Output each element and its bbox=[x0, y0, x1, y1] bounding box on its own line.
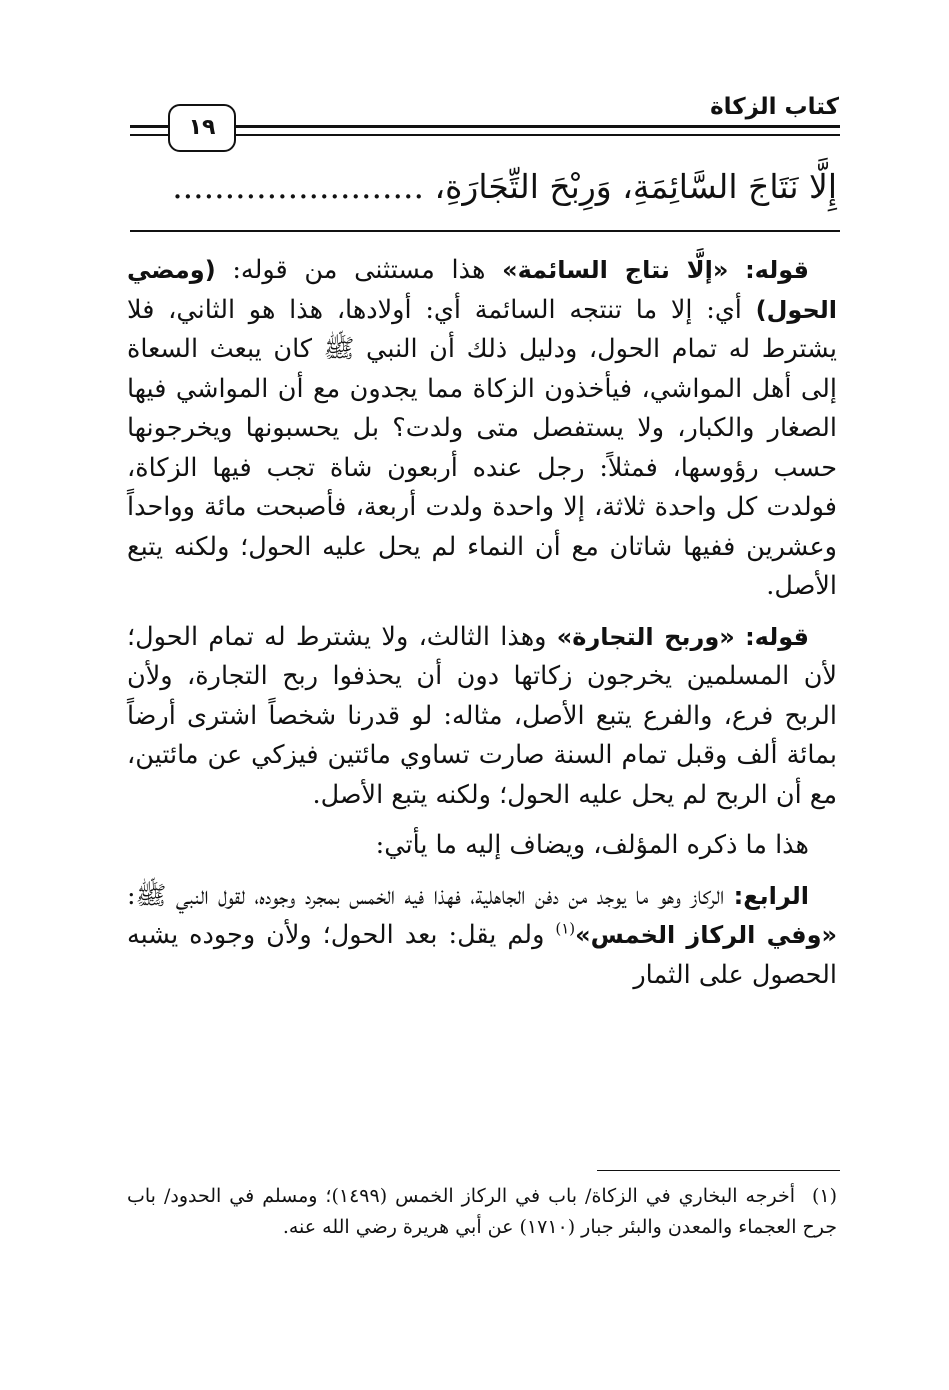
paragraph-1-quote: «إلَّا نتاج السائمة» bbox=[502, 256, 729, 284]
paragraph-1-lead: قوله: bbox=[745, 256, 809, 284]
paragraph-2-quote: «وربح التجارة» bbox=[556, 622, 735, 651]
matn-dots: ........................ bbox=[172, 167, 424, 206]
paragraph-4-lead: الرابع: bbox=[733, 881, 809, 910]
matn-text-line bbox=[127, 160, 837, 214]
paragraph-4-text-2: ولم يقل: بعد الحول؛ ولأن وجوده يشبه الحصول على الثمار bbox=[127, 920, 837, 990]
paragraph-1-bold-2: (ومضي الحول) bbox=[127, 256, 837, 324]
paragraph-4-text-1: الركاز وهو ما يوجد من دفن الجاهلية، فهذا فيه الخمس بمجرد وجوده، لقول النبي ﷺ: bbox=[127, 880, 734, 911]
header-rule-left-top bbox=[130, 125, 170, 128]
paragraph-3 bbox=[127, 826, 837, 866]
paragraph-2-text: وهذا الثالث، ولا يشترط له تمام الحول؛ لأن المسلمين يخرجون زكاتها دون أن يحذفوا ربح التجارة، ولأن الربح فرع، والفرع يتبع الأصل، مثاله: لو قدرنا شخصاً اشترى أرضاً بمائة ألف وقبل تمام السنة صارت تساوي مائتين فيزكي عن مائتين، مع أن الربح لم يحل عليه الحول؛ ولكنه يتبع الأصل. bbox=[127, 621, 837, 810]
header-rule-right-top bbox=[234, 125, 840, 128]
footnote-rule bbox=[597, 1170, 840, 1171]
footnote-number: (١) bbox=[811, 1185, 838, 1207]
header-rule-left-bottom bbox=[130, 134, 170, 136]
paragraph-2 bbox=[127, 618, 837, 816]
footnote-text: أخرجه البخاري في الزكاة/ باب في الركاز الخمس (١٤٩٩)؛ ومسلم في الحدود/ باب جرح العجماء والمعدن والبئر جبار (١٧١٠) عن أبي هريرة رضي الله عنه. bbox=[127, 1185, 837, 1238]
paragraph-3-text: هذا ما ذكره المؤلف، ويضاف إليه ما يأتي: bbox=[375, 830, 809, 860]
matn-text: إِلَّا نَتَاجَ السَّائِمَةِ، وَرِبْحَ التِّجَارَةِ، bbox=[434, 167, 837, 206]
footnote-item bbox=[127, 1181, 837, 1243]
paragraph-4 bbox=[127, 877, 837, 996]
running-header-title: كتاب الزكاة bbox=[710, 94, 839, 120]
paragraph-1-text-2: أي: إلا ما تنتجه السائمة أي: أولادها، هذا هو الثاني، فلا يشترط له تمام الحول، ودليل ذلك أن النبي ﷺ كان يبعث السعاة إلى أهل المواشي، فيأخذون الزكاة مما يجدون مع أن المواشي فيها الصغار والكبار، ولا يستفصل متى ولدت؟ بل يحسبونها ويخرجونها حسب رؤوسها، فمثلاً: رجل عنده أربعون شاة تجب فيها الزكاة، فولدت كل واحدة ثلاثة، إلا واحدة ولدت أربعة، فأصبحت مائة وواحداً وعشرين ففيها شاتان مع أن النماء لم يحل عليه الحول؛ ولكنه يتبع الأصل. bbox=[127, 294, 837, 601]
page-number: ١٩ bbox=[168, 104, 236, 152]
commentary-body bbox=[127, 240, 837, 995]
footnotes bbox=[127, 1181, 837, 1243]
header-rule-right-bottom bbox=[234, 134, 840, 136]
footnote-reference: (١) bbox=[555, 919, 576, 938]
paragraph-4-quote: «وفي الركاز الخمس» bbox=[575, 921, 837, 949]
paragraph-1-text-1: هذا مستثنى من قوله: bbox=[215, 255, 503, 285]
matn-separator bbox=[130, 230, 840, 232]
paragraph-1 bbox=[127, 251, 837, 607]
paragraph-2-lead: قوله: bbox=[745, 622, 810, 651]
